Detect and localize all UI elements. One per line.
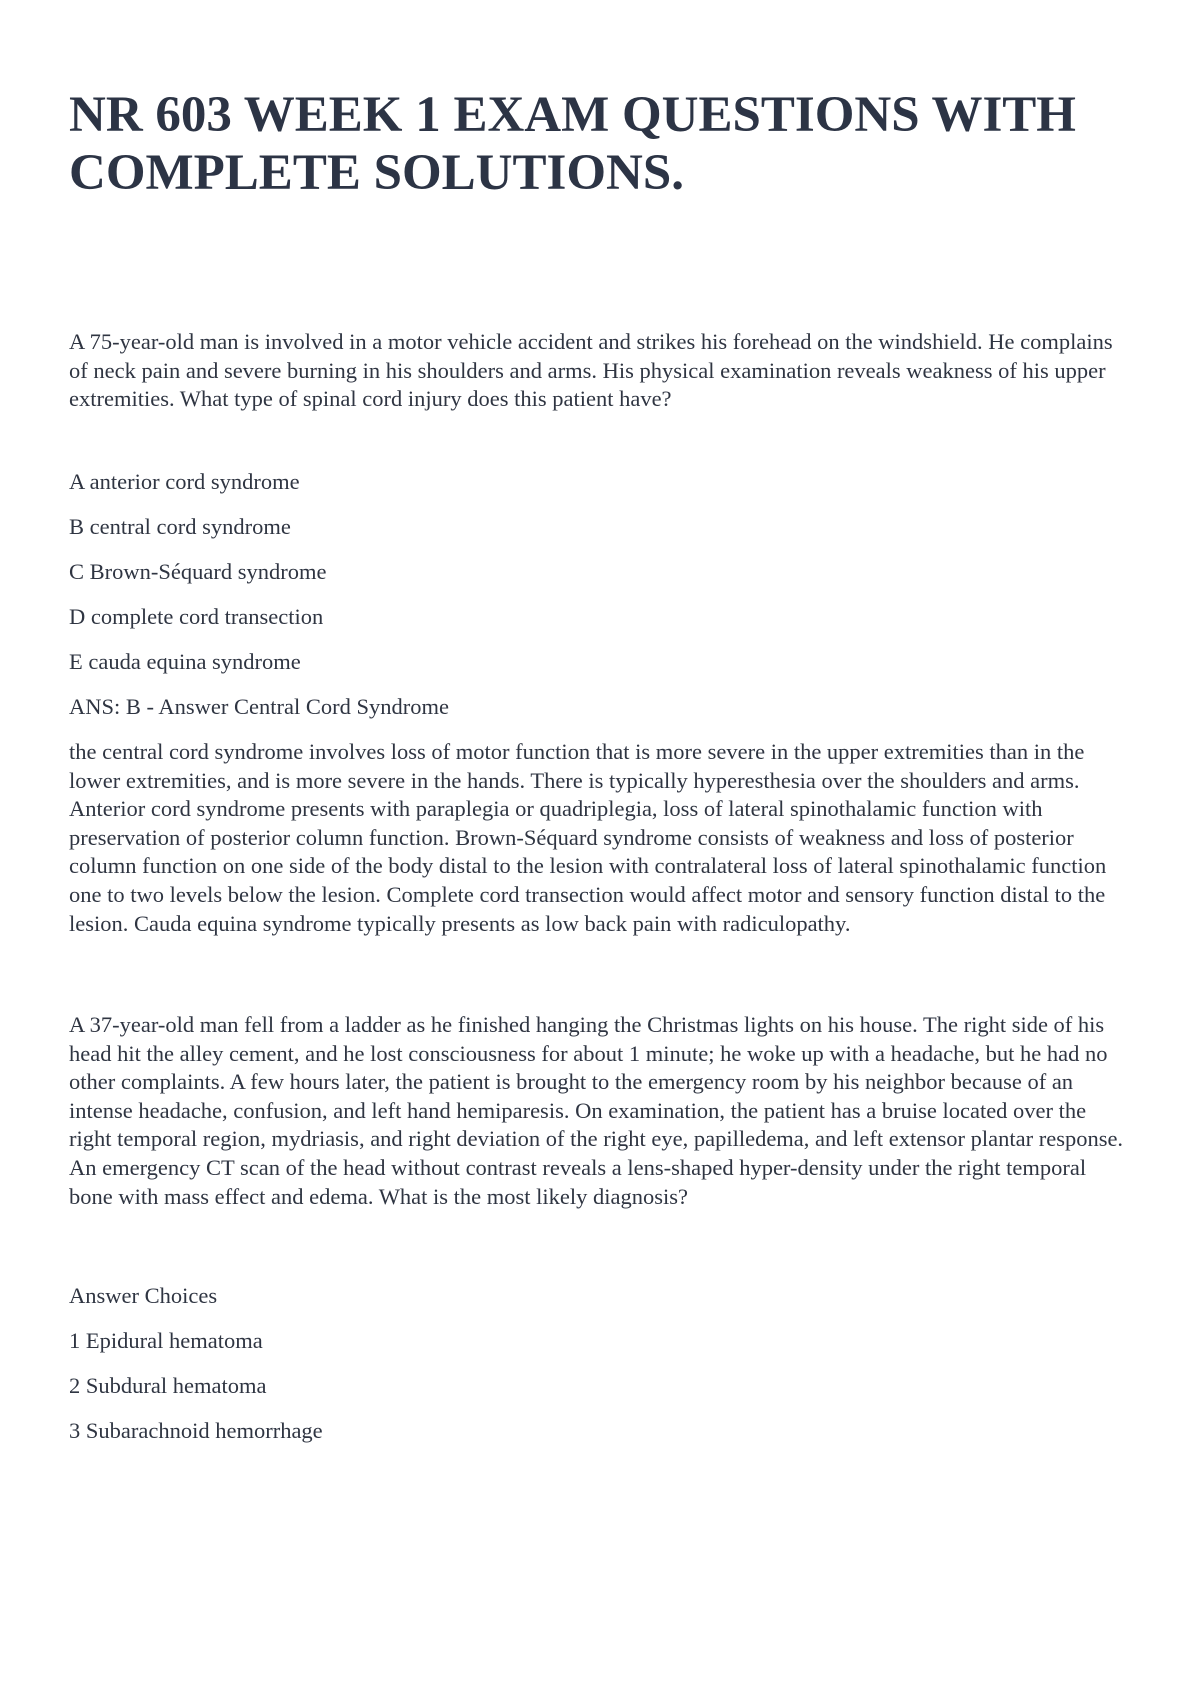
question-1-option-c: C Brown-Séquard syndrome (69, 559, 327, 584)
question-1-rationale: the central cord syndrome involves loss of motor function that is more severe in the upper extremities than in the lower extremities, and is more severe in the hands. There is typically hyperesthesia over the shoulders and arms. Anterior cord syndrome presents with paraplegia or quadriplegia, loss of lateral spinothalamic function with preservation of posterior column function. Brown-Séquard syndrome consists of weakness and loss of posterior column function on one side of the body distal to the lesion with contralateral loss of lateral spinothalamic function one to two levels below the lesion. Complete cord transection would affect motor and sensory function distal to the lesion. Cauda equina syndrome typically presents as low back pain with radiculopathy. (69, 739, 1107, 936)
question-2-option-2: 2 Subdural hematoma (69, 1373, 267, 1398)
question-1-option-b: B central cord syndrome (69, 514, 291, 539)
document-title: NR 603 WEEK 1 EXAM QUESTIONS WITH COMPLETE SOLUTIONS. (69, 87, 1076, 201)
question-2-option-1: 1 Epidural hematoma (69, 1328, 263, 1353)
question-2-option-3: 3 Subarachnoid hemorrhage (69, 1418, 323, 1443)
question-1-option-a: A anterior cord syndrome (69, 469, 300, 494)
question-1-option-e: E cauda equina syndrome (69, 649, 301, 674)
question-2-choices-label: Answer Choices (69, 1283, 218, 1308)
question-1-option-d: D complete cord transection (69, 604, 324, 629)
question-1-answer: ANS: B - Answer Central Cord Syndrome (69, 694, 449, 719)
question-2-stem: A 37-year-old man fell from a ladder as he finished hanging the Christmas lights on his house. The right side of his head hit the alley cement, and he lost consciousness for about 1 minute; he woke up with a headache, but he had no other complaints. A few hours later, the patient is brought to the emergency room by his neighbor because of an intense headache, confusion, and left hand hemiparesis. On examination, the patient has a bruise located over the right temporal region, mydriasis, and right deviation of the right eye, papilledema, and left extensor plantar response. An emergency CT scan of the head without contrast reveals a lens-shaped hyper-density under the right temporal bone with mass effect and edema. What is the most likely diagnosis? (69, 1012, 1124, 1209)
question-1-stem: A 75-year-old man is involved in a motor vehicle accident and strikes his forehead on the windshield. He complains of neck pain and severe burning in his shoulders and arms. His physical examination reveals weakness of his upper extremities. What type of spinal cord injury does this patient have? (69, 329, 1113, 412)
